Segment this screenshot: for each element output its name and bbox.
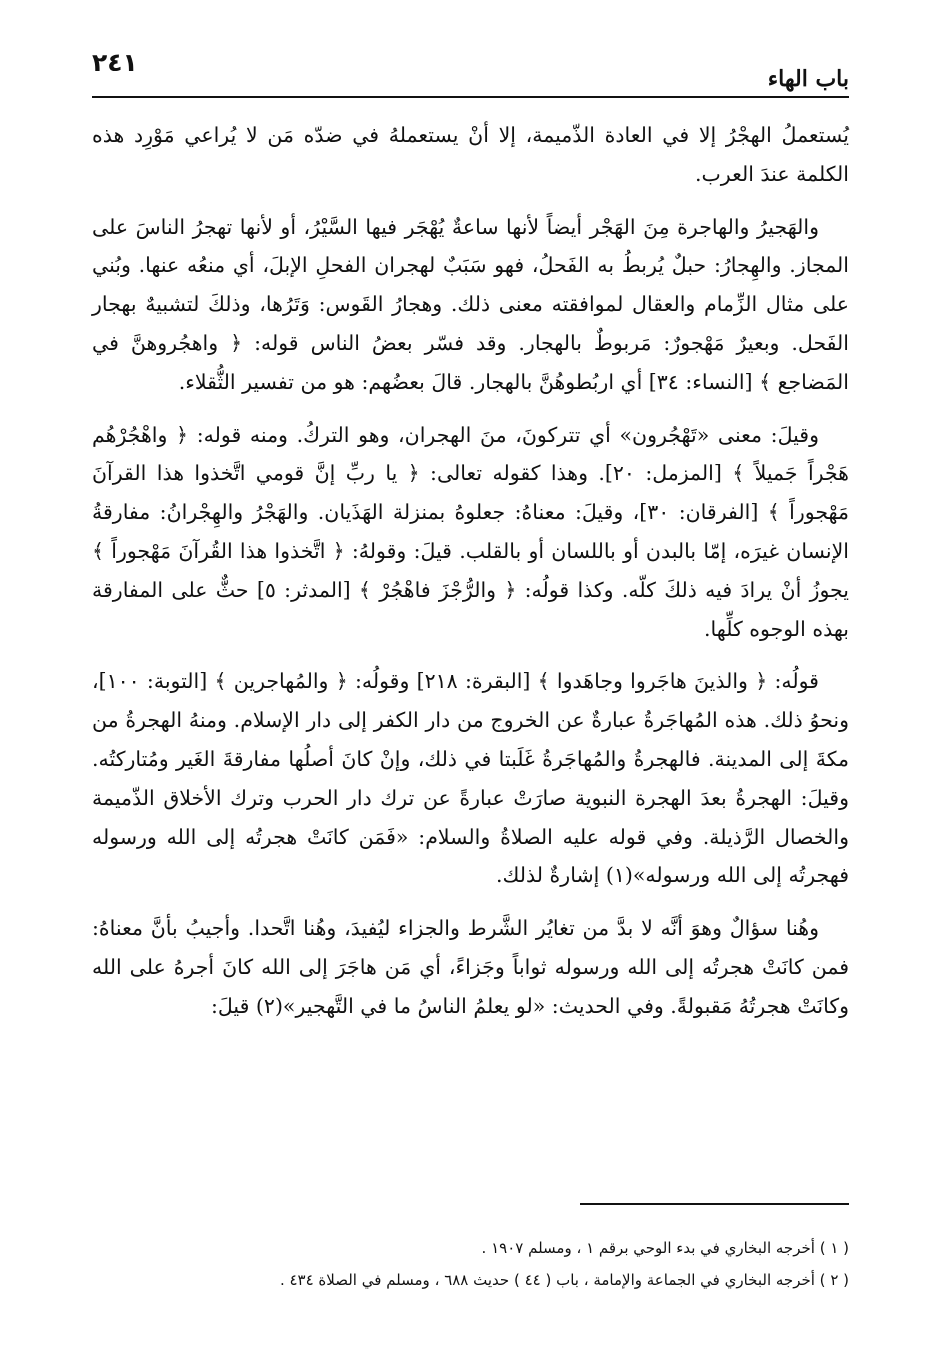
paragraph: قولُه: ﴿ والذينَ هاجَروا وجاهَدوا ﴾ [البقرة: ٢١٨] وقولُه: ﴿ والمُهاجرين ﴾ [التوبة: ١٠٠]، ونحوُ ذلك. هذه المُهاجَرةُ عبارةٌ عن الخروج من دار الكفر إلى دار الإسلام. ومنهُ الهجرةُ من مكةَ إلى المدينة. فالهجرةُ والمُهاجَرةُ غَلَبتا في ذلك، وإنْ كانَ أصلُها مفارقةَ الغَير ومُتاركتُه. وقيلَ: الهجرةُ بعدَ الهجرة النبوية صارَتْ عبارةً عن ترك دار الحرب وترك الأخلاق الذّميمة والخصال الرَّذيلة. وفي قوله عليه الصلاةُ والسلام: «فَمَن كانَتْ هجرتُه إلى الله ورسوله فهجرتُه إلى الله ورسوله»(١) إشارةٌ لذلك. [92, 669, 849, 888]
footnotes [92, 1232, 849, 1296]
page-header [92, 46, 849, 98]
section-title: باب الهاء [767, 66, 849, 92]
paragraph: وقيلَ: معنى «تَهْجُرون» أي تتركونَ، منَ الهجران، وهو التركُ. ومنه قوله: ﴿ واهْجُرْهُم هَجْراً جَميلاً ﴾ [المزمل: ٢٠]. وهذا كقوله تعالى: ﴿ يا ربِّ إنَّ قومي اتَّخذوا هذا القرآنَ مَهْجوراً ﴾ [الفرقان: ٣٠]، وقيلَ: معناهُ: جعلوهُ بمنزلة الهَذَيان. والهَجْرُ والهِجْرانُ: مفارقةُ الإنسان غيرَه، إمّا بالبدن أو باللسان أو بالقلب. قيلَ: وقولهُ: ﴿ اتَّخذوا هذا القُرآنَ مَهْجوراً ﴾ يجوزُ أنْ يرادَ فيه ذلكَ كلّه. وكذا قولُه: ﴿ والرُّجْزَ فاهْجُرْ ﴾ [المدثر: ٥] حثٌّ على المفارقة بهذه الوجوه كلِّها. [92, 422, 849, 641]
paragraph: والهَجيرُ والهاجرة مِنَ الهَجْر أيضاً لأنها ساعةٌ يُهْجَر فيها السَّيْرُ، أو لأنها تهجرُ الناسَ على المجاز. والهِجارُ: حبلٌ يُربطُ به الفَحلُ، فهو سَبَبٌ لهجران الفحلِ الإبلَ، أي منعُه عنها. وبُني على مثال الزِّمام والعقال لموافقته معنى ذلك. وهجارُ القَوس: وَتَرُها، وذلكَ لتشبيهٌ بهجار الفَحل. وبعيرٌ مَهْجورٌ: مَربوطٌ بالهجار. وقد فسّر بعضُ الناس قوله: ﴿ واهجُروهنَّ في المَضاجع ﴾ [النساء: ٣٤] أي اربُطوهُنَّ بالهجار. قالَ بعضُهم: هو من تفسير الثُّقلاء. [92, 214, 849, 394]
footnote-divider [580, 1203, 849, 1205]
page-number: ٢٤١ [92, 48, 138, 77]
footnote-item: ( ٢ ) أخرجه البخاري في الجماعة والإمامة ، باب ( ٤٤ ) حديث ٦٨٨ ، ومسلم في الصلاة ٤٣٤ . [279, 1271, 849, 1289]
main-text [92, 116, 849, 1040]
footnote-item: ( ١ ) أخرجه البخاري في بدء الوحي برقم ١ ، ومسلم ١٩٠٧ . [481, 1239, 849, 1257]
paragraph: وهُنا سؤالٌ وهوَ أنَّه لا بدَّ من تغايُر الشَّرط والجزاء ليُفيدَ، وهُنا اتَّحدا. وأجيبُ بأنَّ معناهُ: فمن كانَتْ هجرتُه إلى الله ورسوله ثواباً وجَزاءً، أي مَن هاجَرَ إلى الله كانَ أجرهُ على الله وكانَتْ هجرتُهُ مَقبولةً. وفي الحديث: «لو يعلمُ الناسُ ما في التَّهجير»(٢) قيلَ: [92, 916, 849, 1018]
paragraph: يُستعملُ الهجْرُ إلا في العادة الذّميمة، إلا أنْ يستعملهُ في ضدّه مَن لا يُراعي مَوْرِد هذه الكلمة عندَ العرب. [92, 123, 849, 186]
